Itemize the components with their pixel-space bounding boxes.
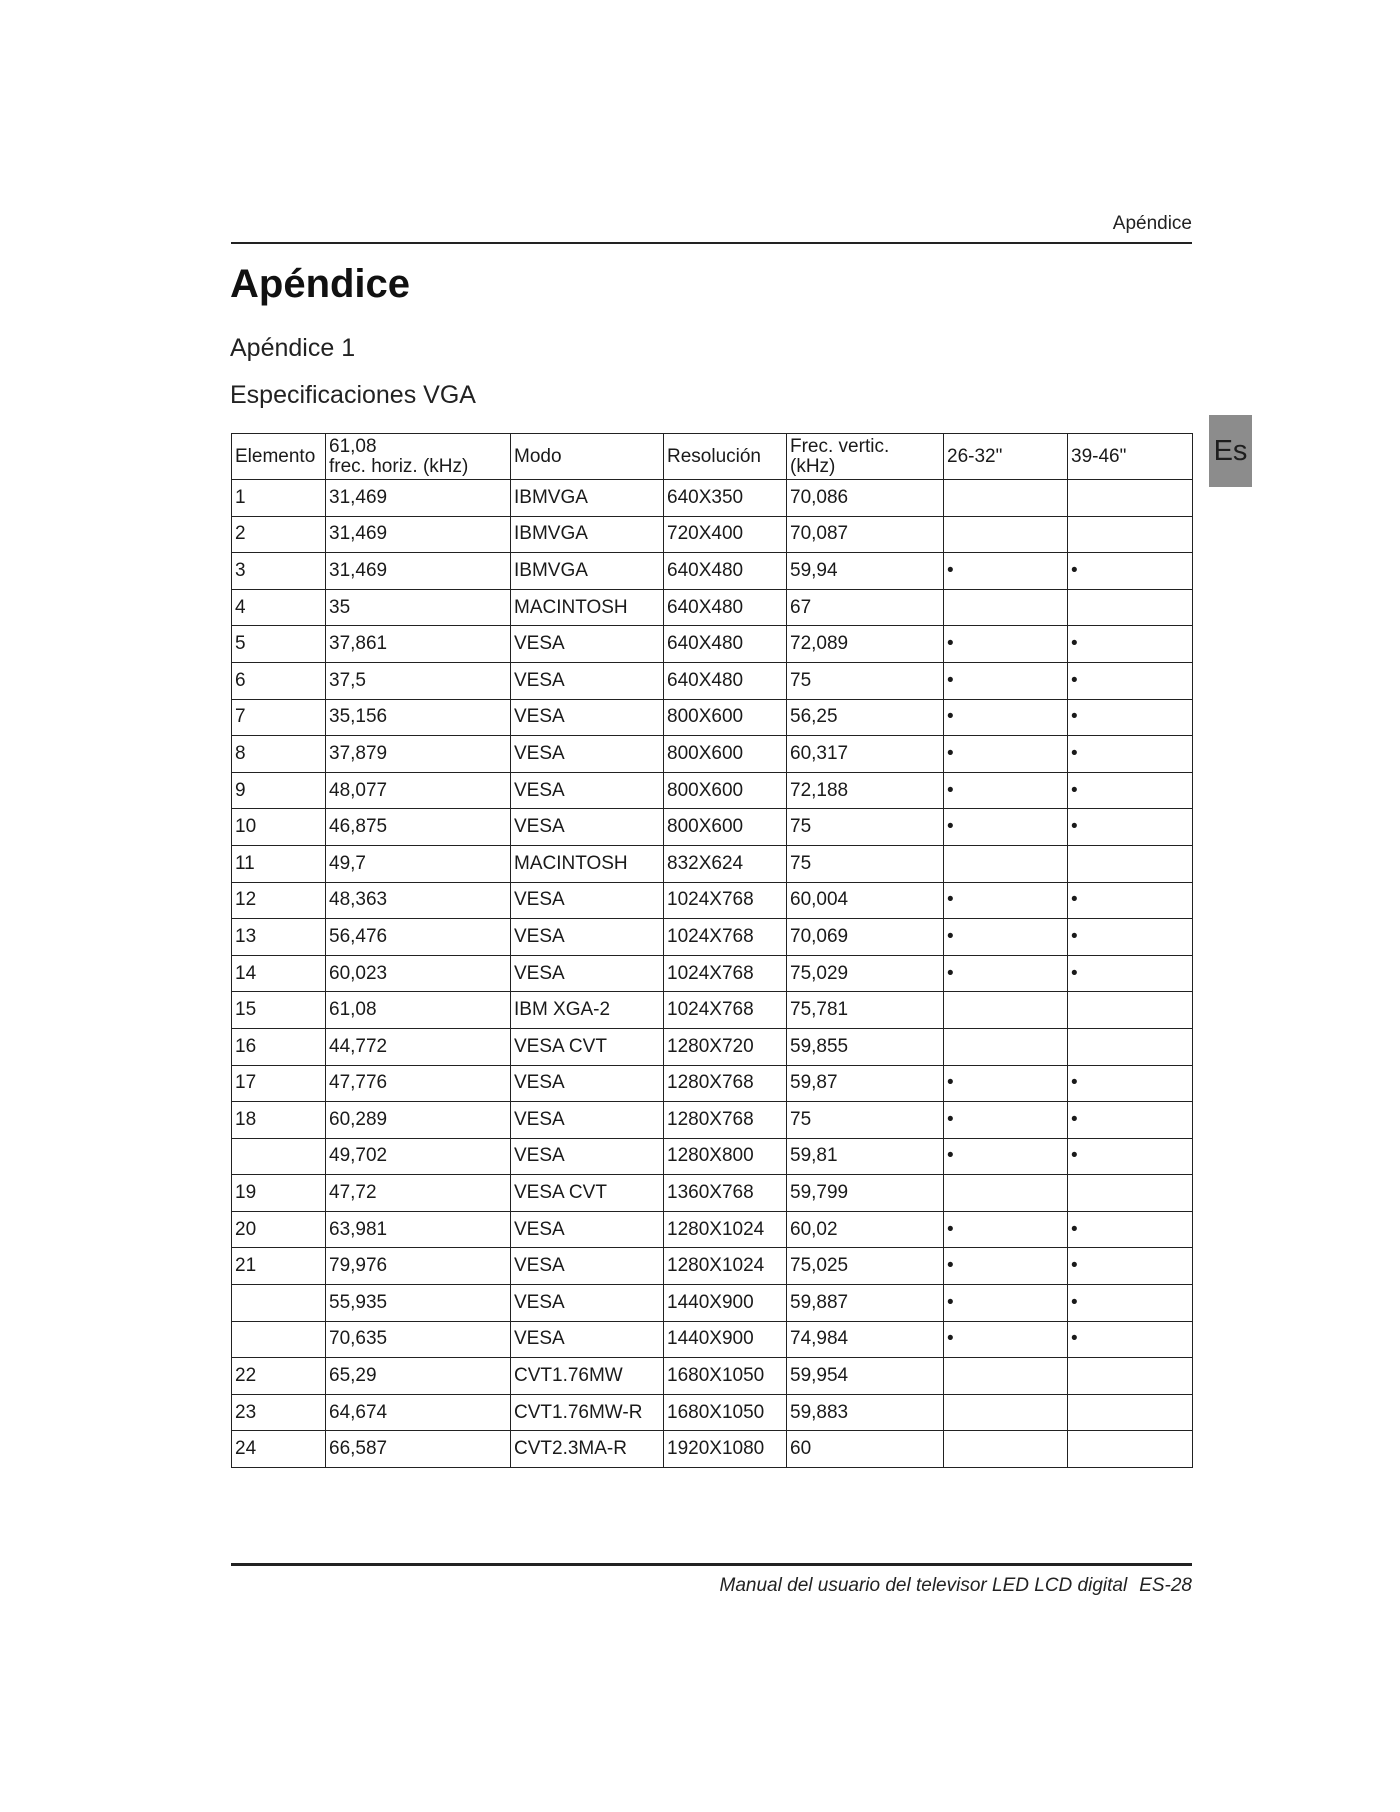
cell-modo: VESA	[511, 1285, 664, 1322]
cell-frec-vertic: 72,188	[787, 772, 944, 809]
cell-resolucion: 1280X768	[664, 1065, 787, 1102]
cell-resolucion: 1024X768	[664, 992, 787, 1029]
cell-26-32	[944, 589, 1068, 626]
cell-modo: VESA	[511, 809, 664, 846]
cell-modo: VESA	[511, 662, 664, 699]
cell-frec-vertic: 72,089	[787, 626, 944, 663]
cell-modo: VESA	[511, 699, 664, 736]
cell-modo: CVT1.76MW-R	[511, 1394, 664, 1431]
cell-resolucion: 832X624	[664, 845, 787, 882]
table-row	[232, 589, 1193, 626]
cell-39-46: •	[1068, 1321, 1193, 1358]
cell-resolucion: 640X480	[664, 626, 787, 663]
cell-frec-vertic: 75	[787, 845, 944, 882]
cell-resolucion: 1280X1024	[664, 1248, 787, 1285]
cell-modo: IBMVGA	[511, 516, 664, 553]
cell-frec-horiz: 47,72	[326, 1175, 511, 1212]
cell-frec-horiz: 56,476	[326, 919, 511, 956]
page-footer	[231, 1575, 1192, 1597]
cell-frec-horiz: 64,674	[326, 1394, 511, 1431]
cell-elemento: 19	[232, 1175, 326, 1212]
header-39-46: 39-46"	[1068, 434, 1193, 480]
cell-39-46: •	[1068, 1102, 1193, 1139]
cell-modo: VESA	[511, 919, 664, 956]
cell-resolucion: 800X600	[664, 736, 787, 773]
table-body	[232, 480, 1193, 1468]
cell-resolucion: 1360X768	[664, 1175, 787, 1212]
cell-elemento: 20	[232, 1211, 326, 1248]
cell-modo: VESA CVT	[511, 1175, 664, 1212]
cell-modo: VESA	[511, 736, 664, 773]
cell-26-32	[944, 1175, 1068, 1212]
cell-39-46: •	[1068, 736, 1193, 773]
cell-frec-vertic: 74,984	[787, 1321, 944, 1358]
cell-26-32: •	[944, 1285, 1068, 1322]
cell-elemento: 5	[232, 626, 326, 663]
cell-frec-horiz: 79,976	[326, 1248, 511, 1285]
cell-elemento: 24	[232, 1431, 326, 1468]
cell-elemento	[232, 1138, 326, 1175]
table-row	[232, 992, 1193, 1029]
cell-39-46: •	[1068, 1211, 1193, 1248]
cell-modo: VESA	[511, 1065, 664, 1102]
cell-26-32: •	[944, 809, 1068, 846]
cell-modo: VESA	[511, 626, 664, 663]
cell-elemento: 9	[232, 772, 326, 809]
footer-rule	[231, 1563, 1192, 1566]
cell-modo: IBMVGA	[511, 553, 664, 590]
cell-26-32: •	[944, 772, 1068, 809]
table-row	[232, 1431, 1193, 1468]
table-row	[232, 955, 1193, 992]
cell-elemento	[232, 1285, 326, 1322]
cell-26-32: •	[944, 662, 1068, 699]
cell-39-46	[1068, 589, 1193, 626]
cell-frec-horiz: 48,363	[326, 882, 511, 919]
table-row	[232, 662, 1193, 699]
language-tab: Es	[1209, 415, 1252, 487]
cell-39-46: •	[1068, 626, 1193, 663]
cell-frec-horiz: 48,077	[326, 772, 511, 809]
cell-frec-vertic: 59,887	[787, 1285, 944, 1322]
cell-frec-vertic: 59,94	[787, 553, 944, 590]
cell-resolucion: 800X600	[664, 772, 787, 809]
cell-39-46: •	[1068, 1065, 1193, 1102]
cell-26-32: •	[944, 699, 1068, 736]
cell-resolucion: 1920X1080	[664, 1431, 787, 1468]
cell-elemento: 17	[232, 1065, 326, 1102]
cell-elemento: 2	[232, 516, 326, 553]
cell-26-32	[944, 845, 1068, 882]
header-frec-vertic-line1: Frec. vertic.	[790, 435, 890, 457]
cell-modo: CVT2.3MA-R	[511, 1431, 664, 1468]
cell-elemento: 12	[232, 882, 326, 919]
cell-resolucion: 1680X1050	[664, 1358, 787, 1395]
cell-frec-horiz: 63,981	[326, 1211, 511, 1248]
vga-spec-table	[231, 433, 1193, 1468]
cell-elemento: 7	[232, 699, 326, 736]
cell-elemento: 6	[232, 662, 326, 699]
footer-text: Manual del usuario del televisor LED LCD digital	[719, 1575, 1128, 1596]
cell-elemento: 1	[232, 480, 326, 517]
running-head: Apéndice	[1112, 213, 1192, 234]
table-row	[232, 772, 1193, 809]
cell-modo: VESA	[511, 1102, 664, 1139]
cell-resolucion: 1440X900	[664, 1285, 787, 1322]
cell-resolucion: 1024X768	[664, 955, 787, 992]
table-row	[232, 516, 1193, 553]
table-row	[232, 1211, 1193, 1248]
cell-elemento: 10	[232, 809, 326, 846]
cell-resolucion: 1280X720	[664, 1028, 787, 1065]
table-row	[232, 1248, 1193, 1285]
cell-resolucion: 1280X800	[664, 1138, 787, 1175]
cell-elemento: 18	[232, 1102, 326, 1139]
cell-resolucion: 640X480	[664, 553, 787, 590]
cell-26-32: •	[944, 1138, 1068, 1175]
cell-39-46: •	[1068, 882, 1193, 919]
table-row	[232, 480, 1193, 517]
table-row	[232, 1175, 1193, 1212]
cell-resolucion: 1024X768	[664, 882, 787, 919]
cell-elemento	[232, 1321, 326, 1358]
cell-resolucion: 640X480	[664, 589, 787, 626]
cell-26-32: •	[944, 1065, 1068, 1102]
cell-resolucion: 640X350	[664, 480, 787, 517]
cell-26-32	[944, 480, 1068, 517]
cell-39-46: •	[1068, 1285, 1193, 1322]
header-frec-horiz-line2: frec. horiz. (kHz)	[329, 455, 469, 477]
table-row	[232, 919, 1193, 956]
cell-modo: VESA	[511, 772, 664, 809]
cell-26-32: •	[944, 919, 1068, 956]
cell-26-32	[944, 992, 1068, 1029]
cell-39-46	[1068, 1028, 1193, 1065]
cell-39-46: •	[1068, 662, 1193, 699]
cell-26-32: •	[944, 1102, 1068, 1139]
cell-modo: VESA	[511, 1321, 664, 1358]
header-frec-vertic	[787, 434, 944, 480]
cell-frec-vertic: 59,799	[787, 1175, 944, 1212]
cell-26-32: •	[944, 955, 1068, 992]
header-modo: Modo	[511, 434, 664, 480]
cell-26-32: •	[944, 1321, 1068, 1358]
cell-26-32	[944, 1394, 1068, 1431]
cell-frec-vertic: 75,025	[787, 1248, 944, 1285]
cell-frec-vertic: 75	[787, 809, 944, 846]
cell-frec-horiz: 37,5	[326, 662, 511, 699]
cell-26-32: •	[944, 1211, 1068, 1248]
cell-39-46	[1068, 480, 1193, 517]
header-elemento: Elemento	[232, 434, 326, 480]
cell-39-46: •	[1068, 772, 1193, 809]
table-row	[232, 1102, 1193, 1139]
cell-modo: VESA	[511, 1211, 664, 1248]
header-26-32: 26-32"	[944, 434, 1068, 480]
cell-modo: IBM XGA-2	[511, 992, 664, 1029]
cell-modo: VESA CVT	[511, 1028, 664, 1065]
cell-26-32	[944, 1358, 1068, 1395]
cell-26-32: •	[944, 626, 1068, 663]
table-row	[232, 1321, 1193, 1358]
cell-modo: IBMVGA	[511, 480, 664, 517]
cell-39-46	[1068, 1175, 1193, 1212]
cell-39-46	[1068, 992, 1193, 1029]
table-row	[232, 736, 1193, 773]
cell-frec-horiz: 49,7	[326, 845, 511, 882]
cell-frec-vertic: 70,069	[787, 919, 944, 956]
table-row	[232, 1028, 1193, 1065]
cell-resolucion: 800X600	[664, 699, 787, 736]
cell-26-32	[944, 1028, 1068, 1065]
cell-frec-vertic: 60,317	[787, 736, 944, 773]
cell-frec-horiz: 31,469	[326, 553, 511, 590]
cell-26-32: •	[944, 553, 1068, 590]
cell-frec-vertic: 59,954	[787, 1358, 944, 1395]
header-rule	[231, 242, 1192, 244]
cell-resolucion: 1280X1024	[664, 1211, 787, 1248]
cell-frec-vertic: 70,086	[787, 480, 944, 517]
cell-39-46: •	[1068, 809, 1193, 846]
cell-frec-horiz: 35,156	[326, 699, 511, 736]
cell-elemento: 13	[232, 919, 326, 956]
cell-frec-vertic: 59,87	[787, 1065, 944, 1102]
cell-modo: VESA	[511, 1138, 664, 1175]
cell-elemento: 23	[232, 1394, 326, 1431]
cell-39-46	[1068, 845, 1193, 882]
header-frec-horiz	[326, 434, 511, 480]
cell-modo: CVT1.76MW	[511, 1358, 664, 1395]
table-row	[232, 1285, 1193, 1322]
cell-elemento: 11	[232, 845, 326, 882]
cell-resolucion: 1024X768	[664, 919, 787, 956]
page-number: ES-28	[1139, 1575, 1192, 1596]
cell-frec-horiz: 60,023	[326, 955, 511, 992]
cell-frec-vertic: 59,883	[787, 1394, 944, 1431]
cell-frec-vertic: 75,781	[787, 992, 944, 1029]
cell-resolucion: 1280X768	[664, 1102, 787, 1139]
cell-frec-horiz: 35	[326, 589, 511, 626]
cell-frec-horiz: 37,879	[326, 736, 511, 773]
cell-elemento: 8	[232, 736, 326, 773]
cell-modo: VESA	[511, 882, 664, 919]
cell-39-46: •	[1068, 553, 1193, 590]
cell-frec-vertic: 60	[787, 1431, 944, 1468]
cell-39-46: •	[1068, 699, 1193, 736]
cell-frec-horiz: 66,587	[326, 1431, 511, 1468]
cell-elemento: 14	[232, 955, 326, 992]
table-row	[232, 553, 1193, 590]
cell-frec-vertic: 56,25	[787, 699, 944, 736]
cell-frec-vertic: 75	[787, 1102, 944, 1139]
cell-26-32	[944, 1431, 1068, 1468]
header-frec-vertic-line2: (kHz)	[790, 455, 836, 477]
cell-39-46	[1068, 1358, 1193, 1395]
cell-resolucion: 800X600	[664, 809, 787, 846]
cell-elemento: 16	[232, 1028, 326, 1065]
cell-resolucion: 1440X900	[664, 1321, 787, 1358]
cell-frec-horiz: 31,469	[326, 516, 511, 553]
cell-resolucion: 720X400	[664, 516, 787, 553]
table-row	[232, 626, 1193, 663]
cell-39-46	[1068, 516, 1193, 553]
section-title: Especificaciones VGA	[230, 381, 476, 409]
cell-elemento: 21	[232, 1248, 326, 1285]
cell-39-46: •	[1068, 1138, 1193, 1175]
header-frec-horiz-line1: 61,08	[329, 435, 377, 457]
page-title: Apéndice	[230, 262, 411, 306]
cell-39-46	[1068, 1431, 1193, 1468]
appendix-subtitle: Apéndice 1	[230, 334, 356, 362]
table-row	[232, 1394, 1193, 1431]
cell-39-46: •	[1068, 919, 1193, 956]
cell-elemento: 3	[232, 553, 326, 590]
cell-modo: MACINTOSH	[511, 845, 664, 882]
cell-26-32: •	[944, 882, 1068, 919]
cell-modo: VESA	[511, 1248, 664, 1285]
cell-26-32: •	[944, 736, 1068, 773]
cell-resolucion: 640X480	[664, 662, 787, 699]
table-row	[232, 809, 1193, 846]
table-row	[232, 845, 1193, 882]
cell-frec-horiz: 49,702	[326, 1138, 511, 1175]
cell-frec-horiz: 65,29	[326, 1358, 511, 1395]
cell-frec-horiz: 70,635	[326, 1321, 511, 1358]
cell-resolucion: 1680X1050	[664, 1394, 787, 1431]
cell-26-32: •	[944, 1248, 1068, 1285]
cell-modo: VESA	[511, 955, 664, 992]
cell-frec-vertic: 59,81	[787, 1138, 944, 1175]
cell-39-46: •	[1068, 955, 1193, 992]
cell-frec-horiz: 44,772	[326, 1028, 511, 1065]
cell-elemento: 15	[232, 992, 326, 1029]
cell-frec-horiz: 46,875	[326, 809, 511, 846]
cell-frec-horiz: 55,935	[326, 1285, 511, 1322]
cell-26-32	[944, 516, 1068, 553]
cell-elemento: 4	[232, 589, 326, 626]
cell-frec-horiz: 31,469	[326, 480, 511, 517]
cell-elemento: 22	[232, 1358, 326, 1395]
cell-39-46: •	[1068, 1248, 1193, 1285]
table-row	[232, 882, 1193, 919]
cell-frec-vertic: 59,855	[787, 1028, 944, 1065]
cell-frec-vertic: 67	[787, 589, 944, 626]
cell-frec-vertic: 60,004	[787, 882, 944, 919]
header-resolucion: Resolución	[664, 434, 787, 480]
cell-frec-horiz: 61,08	[326, 992, 511, 1029]
cell-frec-vertic: 70,087	[787, 516, 944, 553]
table-row	[232, 1138, 1193, 1175]
cell-frec-horiz: 60,289	[326, 1102, 511, 1139]
cell-frec-horiz: 47,776	[326, 1065, 511, 1102]
cell-frec-vertic: 75,029	[787, 955, 944, 992]
table-row	[232, 699, 1193, 736]
table-row	[232, 1358, 1193, 1395]
cell-frec-horiz: 37,861	[326, 626, 511, 663]
cell-frec-vertic: 75	[787, 662, 944, 699]
cell-39-46	[1068, 1394, 1193, 1431]
table-header-row	[232, 434, 1193, 480]
cell-frec-vertic: 60,02	[787, 1211, 944, 1248]
table-row	[232, 1065, 1193, 1102]
cell-modo: MACINTOSH	[511, 589, 664, 626]
